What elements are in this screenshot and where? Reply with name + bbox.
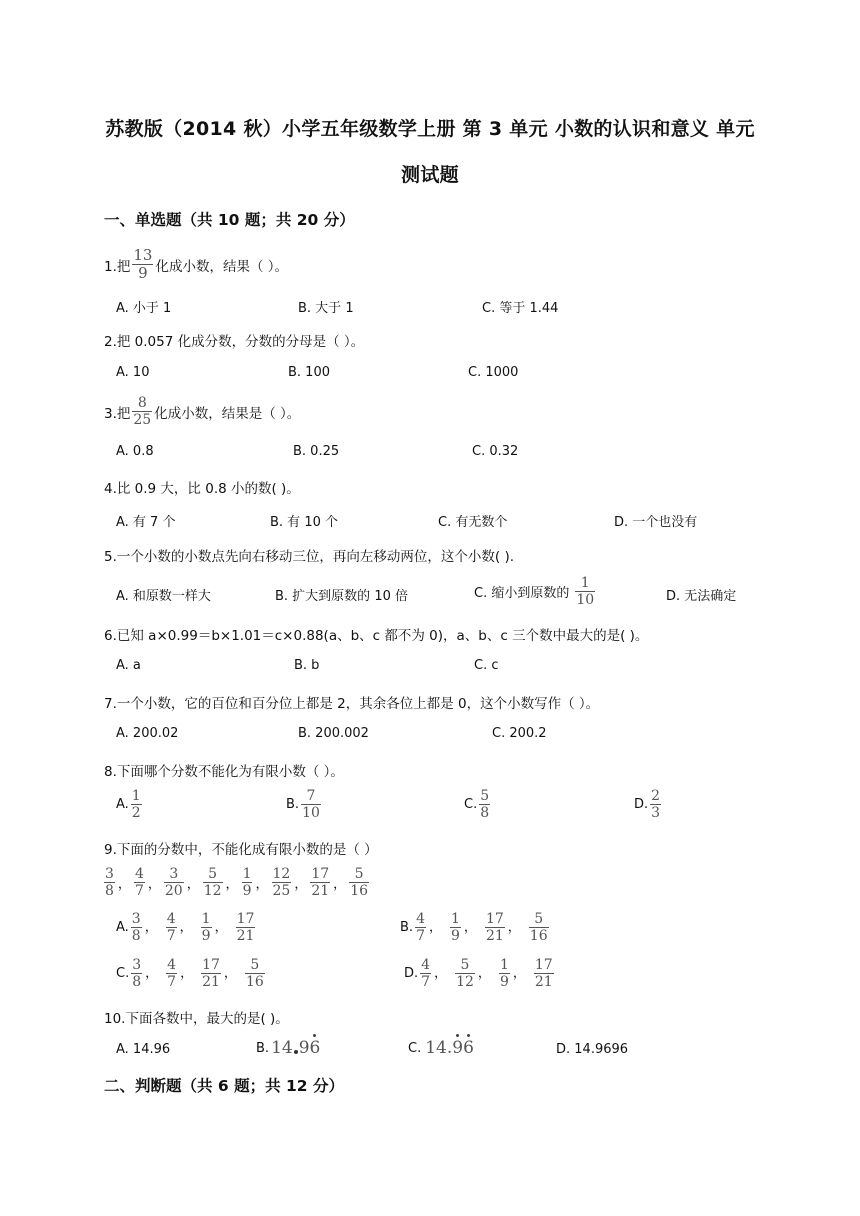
fraction-3-8: [131, 912, 142, 943]
numerator: 5: [208, 866, 218, 882]
numerator: 2: [651, 788, 661, 804]
denominator: 21: [236, 928, 255, 944]
comma-separator: ，: [225, 877, 239, 892]
q6-option-c[interactable]: C. c: [474, 658, 499, 673]
fraction-1-2: [131, 789, 142, 820]
decimal-point: [294, 1050, 298, 1054]
question-3: [104, 396, 300, 427]
denominator: 7: [134, 883, 144, 899]
comma-separator: ，: [477, 966, 491, 981]
fraction-4-7: [420, 958, 431, 989]
question-9: 9.下面的分数中，不能化成有限小数的是（ ）: [104, 842, 378, 858]
denominator: 21: [202, 974, 220, 990]
q4-option-a[interactable]: A. 有 7 个: [116, 515, 176, 530]
comma-separator: ，: [147, 877, 161, 892]
fraction-7-10: [301, 789, 321, 820]
q10-option-c-label: C.: [408, 1040, 422, 1056]
question-8: 8.下面哪个分数不能化为有限小数（ ）。: [104, 764, 344, 780]
denominator: 10: [302, 805, 320, 821]
denominator: 25: [272, 883, 291, 899]
q6-option-b[interactable]: B. b: [294, 658, 320, 673]
q9-fraction-list: [102, 867, 371, 898]
comma-separator: ，: [144, 920, 158, 935]
comma-separator: ，: [179, 920, 193, 935]
q3-option-b[interactable]: B. 0.25: [293, 444, 340, 459]
fraction-8-25: [132, 396, 152, 427]
q8-option-d[interactable]: [634, 789, 663, 820]
q7-option-c[interactable]: C. 200.2: [492, 726, 547, 741]
numerator: 1: [131, 788, 141, 804]
numerator: 1: [201, 911, 211, 927]
q9-option-b[interactable]: [400, 912, 551, 943]
q9-option-b-fractions: [413, 912, 551, 943]
q6-option-a[interactable]: A. a: [116, 658, 141, 673]
comma-separator: ，: [507, 920, 521, 935]
denominator: 21: [311, 883, 330, 899]
denominator: 7: [166, 928, 176, 944]
fraction-1-9: [499, 958, 510, 989]
fraction-3-8: [131, 958, 142, 989]
fraction-17-21: [534, 958, 554, 989]
comma-separator: ，: [214, 920, 228, 935]
comma-separator: ，: [223, 966, 237, 981]
denominator: 8: [480, 805, 490, 821]
denominator: 10: [576, 592, 595, 608]
numerator: 1: [499, 957, 509, 973]
fraction-5-12: [203, 867, 223, 898]
q9-option-c-fractions: [129, 958, 267, 989]
q2-option-c[interactable]: C. 1000: [468, 365, 519, 380]
fraction-17-21: [201, 958, 221, 989]
question-1: [104, 248, 288, 281]
question-3-prefix: 3.把: [104, 405, 131, 422]
q9-option-d[interactable]: [404, 958, 556, 989]
question-2: 2.把 0.057 化成分数，分数的分母是（ ）。: [104, 334, 365, 350]
fraction-5-12: [455, 958, 475, 989]
fraction-17-21: [485, 912, 505, 943]
q1-option-c[interactable]: C. 等于 1.44: [482, 301, 559, 316]
q9-option-a[interactable]: [116, 912, 257, 943]
page-title: 苏教版（2014 秋）小学五年级数学上册 第 3 单元 小数的认识和意义 单元: [105, 118, 755, 140]
numerator: 17: [236, 911, 255, 927]
denominator: 2: [131, 805, 141, 821]
integer-part: 14.: [425, 1038, 453, 1058]
question-1-prefix: 1.把: [104, 258, 131, 275]
q9-option-a-fractions: [129, 912, 258, 943]
comma-separator: ，: [434, 966, 448, 981]
repeating-decimal-c: [425, 1038, 474, 1058]
page-title-continued: 测试题: [401, 164, 459, 186]
comma-separator: ，: [294, 877, 308, 892]
q7-option-b[interactable]: B. 200.002: [298, 726, 369, 741]
numerator: 1: [242, 866, 252, 882]
denominator: 7: [167, 974, 177, 990]
q9-option-b-label: B.: [400, 920, 414, 935]
numerator: 1: [580, 575, 590, 591]
q10-option-d[interactable]: D. 14.9696: [556, 1042, 629, 1057]
fraction-17-21: [236, 912, 256, 943]
comma-separator: ，: [333, 877, 347, 892]
denominator: 21: [485, 928, 504, 944]
numerator: 5: [460, 957, 470, 973]
q8-option-b[interactable]: [286, 789, 323, 820]
numerator: 4: [416, 911, 425, 927]
comma-separator: ，: [512, 966, 526, 981]
fraction-5-8: [479, 789, 490, 820]
q8-option-a-label: A.: [116, 797, 129, 812]
denominator: 7: [416, 928, 425, 944]
q1-option-a[interactable]: A. 小于 1: [116, 301, 172, 316]
fraction-5-16: [529, 912, 549, 943]
denominator: 8: [132, 974, 142, 990]
denominator: 16: [245, 974, 264, 990]
fraction-3-20: [164, 867, 184, 898]
q4-option-b[interactable]: B. 有 10 个: [270, 515, 338, 530]
denominator: 16: [350, 883, 369, 899]
q4-option-c[interactable]: C. 有无数个: [438, 515, 508, 530]
denominator: 12: [456, 974, 474, 990]
numerator: 17: [202, 957, 220, 973]
section-heading-single-choice: 一、单选题（共 10 题；共 20 分）: [104, 211, 355, 229]
fraction-4-7: [415, 912, 426, 943]
denominator: 9: [138, 264, 148, 282]
digit-9: 9: [298, 1038, 310, 1058]
numerator: 7: [306, 788, 316, 804]
question-7: 7.一个小数，它的百位和百分位上都是 2，其余各位上都是 0，这个小数写作（ ）。: [104, 696, 600, 712]
q7-option-a[interactable]: A. 200.02: [116, 726, 179, 741]
fraction-4-7: [166, 958, 177, 989]
denominator: 8: [105, 883, 114, 899]
numerator: 4: [167, 957, 177, 973]
denominator: 9: [499, 974, 509, 990]
fraction-1-10: [575, 576, 595, 607]
repeating-digit-9: 9: [452, 1038, 464, 1058]
denominator: 20: [164, 883, 183, 899]
denominator: 16: [529, 928, 548, 944]
q10-option-b-label: B.: [256, 1040, 270, 1056]
comma-separator: ，: [428, 920, 442, 935]
section-heading-true-false: 二、判断题（共 6 题；共 12 分）: [104, 1077, 344, 1095]
repeating-digit-6: 6: [309, 1038, 321, 1058]
fraction-12-25: [272, 867, 292, 898]
fraction-4-7: [166, 912, 177, 943]
numerator: 13: [133, 246, 153, 264]
fraction-4-7: [134, 867, 145, 898]
comma-separator: ，: [463, 920, 477, 935]
numerator: 4: [166, 911, 176, 927]
numerator: 5: [480, 788, 490, 804]
numerator: 4: [134, 866, 144, 882]
q3-option-a[interactable]: A. 0.8: [116, 444, 154, 459]
q5-option-a[interactable]: A. 和原数一样大: [116, 589, 211, 604]
numerator: 8: [137, 395, 147, 411]
fraction-1-9: [450, 912, 461, 943]
numerator: 5: [250, 957, 260, 973]
fraction-1-9: [242, 867, 253, 898]
numerator: 3: [132, 957, 142, 973]
q10-option-b[interactable]: [256, 1038, 320, 1058]
comma-separator: ，: [180, 966, 194, 981]
comma-separator: ，: [255, 877, 269, 892]
q2-option-b[interactable]: B. 100: [288, 365, 330, 380]
fraction-2-3: [650, 789, 661, 820]
fraction-13-9: [132, 248, 153, 281]
numerator: 12: [272, 866, 291, 882]
denominator: 7: [421, 974, 431, 990]
comma-separator: ，: [145, 966, 159, 981]
fraction-5-16: [245, 958, 265, 989]
numerator: 17: [311, 866, 330, 882]
repeating-digit-6: 6: [463, 1038, 474, 1058]
denominator: 8: [131, 928, 141, 944]
q5-option-c-label: C. 缩小到原数的: [474, 586, 570, 601]
q9-option-c[interactable]: [116, 958, 267, 989]
q9-option-d-label: D.: [404, 966, 419, 981]
denominator: 25: [133, 412, 152, 428]
q8-option-c[interactable]: [464, 789, 492, 820]
question-5: 5.一个小数的小数点先向右移动三位，再向左移动两位，这个小数( ).: [104, 549, 514, 565]
q5-option-d[interactable]: D. 无法确定: [666, 589, 737, 604]
q2-option-a[interactable]: A. 10: [116, 365, 150, 380]
question-6: 6.已知 a×0.99＝b×1.01＝c×0.88(a、b、c 都不为 0)，a、b、c 三个数中最大的是( )。: [104, 628, 649, 644]
q3-option-c[interactable]: C. 0.32: [472, 444, 519, 459]
q9-option-c-label: C.: [116, 966, 130, 981]
q4-option-d[interactable]: D. 一个也没有: [614, 515, 698, 530]
q9-option-a-label: A.: [116, 920, 129, 935]
numerator: 3: [131, 911, 141, 927]
q8-option-b-label: B.: [286, 797, 300, 812]
numerator: 17: [534, 957, 553, 973]
q1-option-b[interactable]: B. 大于 1: [298, 301, 354, 316]
denominator: 9: [242, 883, 252, 899]
q5-option-c[interactable]: [474, 576, 597, 607]
numerator: 4: [421, 957, 431, 973]
numerator: 17: [485, 911, 504, 927]
fraction-17-21: [310, 867, 330, 898]
numerator: 3: [169, 866, 179, 882]
fraction-3-8: [104, 867, 115, 898]
fraction-5-16: [349, 867, 369, 898]
numerator: 5: [354, 866, 364, 882]
q9-option-d-fractions: [418, 958, 556, 989]
numerator: 1: [451, 911, 460, 927]
q8-option-d-label: D.: [634, 797, 649, 812]
question-10: 10.下面各数中，最大的是( )。: [104, 1011, 289, 1027]
q8-option-c-label: C.: [464, 797, 478, 812]
numerator: 5: [534, 911, 544, 927]
repeating-decimal-b: [271, 1038, 320, 1058]
q10-option-a[interactable]: A. 14.96: [116, 1042, 171, 1057]
question-4: 4.比 0.9 大，比 0.8 小的数( )。: [104, 481, 300, 497]
denominator: 21: [534, 974, 553, 990]
question-1-suffix: 化成小数，结果（ ）。: [155, 258, 289, 275]
q5-option-b[interactable]: B. 扩大到原数的 10 倍: [275, 589, 408, 604]
denominator: 3: [651, 805, 661, 821]
fraction-1-9: [201, 912, 212, 943]
q8-option-a[interactable]: [116, 789, 144, 820]
q10-option-c[interactable]: [408, 1038, 474, 1058]
comma-separator: ，: [186, 877, 200, 892]
numerator: 3: [105, 866, 114, 882]
comma-separator: ，: [117, 877, 131, 892]
denominator: 9: [451, 928, 460, 944]
integer-part: 14: [271, 1038, 293, 1058]
denominator: 9: [201, 928, 211, 944]
question-3-suffix: 化成小数，结果是（ ）。: [154, 405, 301, 422]
denominator: 12: [203, 883, 222, 899]
